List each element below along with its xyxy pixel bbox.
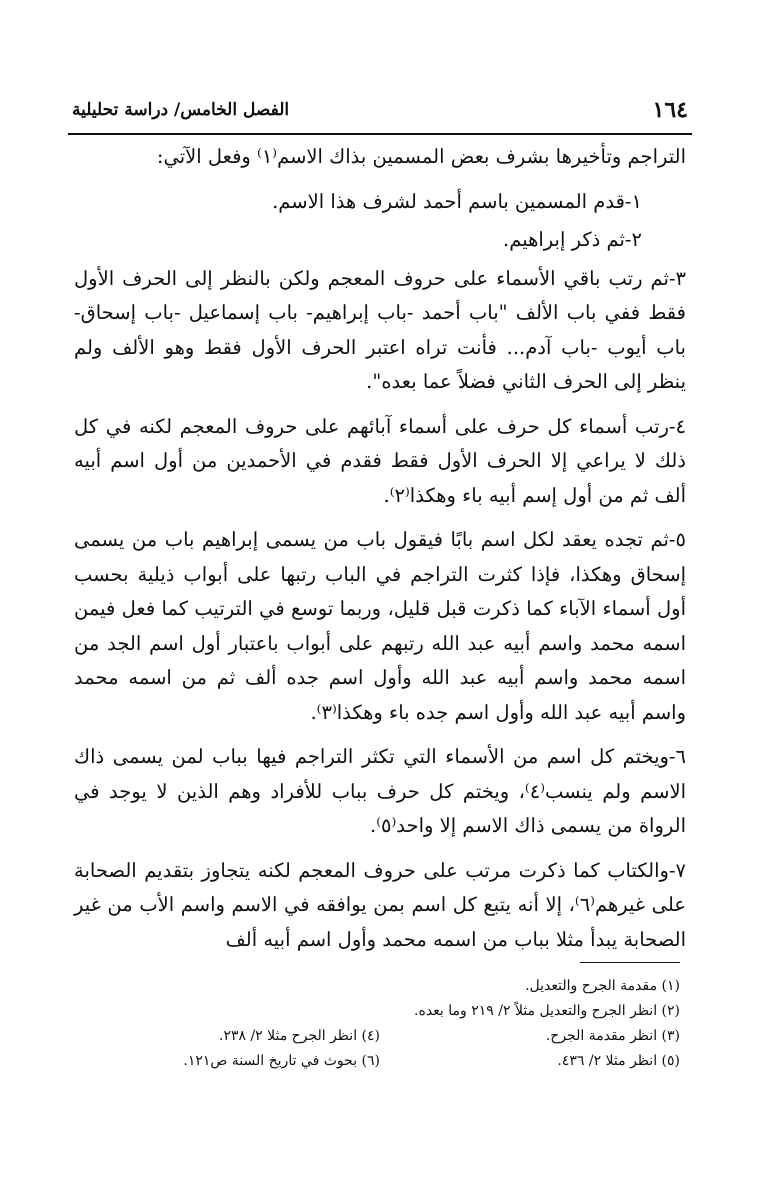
footnote-row	[74, 999, 680, 1024]
list-item-6: ٦-ويختم كل اسم من الأسماء التي تكثر التراجم فيها بباب لمن يسمى ذاك الاسم ولم ينسب⁽٤⁾، ويختم كل حرف بباب للأفراد وهم الذين لا يوجد في الرواة من يسمى ذاك الاسم إلا واحد⁽٥⁾.	[74, 745, 687, 837]
page-header	[72, 92, 688, 128]
footnote-2: (٢) انظر الجرح والتعديل مثلاً ٢/ ٢١٩ وما بعده.	[414, 1003, 680, 1019]
list-item-2: ٢-ثم ذكر إبراهيم.	[503, 228, 642, 251]
footnote-divider	[580, 962, 680, 963]
list-item-3: ٣-ثم رتب باقي الأسماء على حروف المعجم ولكن بالنظر إلى الحرف الأول فقط ففي باب الألف "باب أحمد -باب إبراهيم- باب إسماعيل -باب إسحاق- باب أيوب -باب آدم... فأنت تراه اعتبر الحرف الأول فقط وهو الألف ولم ينظر إلى الحرف الثاني فضلاً عما بعده".	[74, 266, 686, 393]
running-title: الفصل الخامس/ دراسة تحليلية	[72, 100, 290, 120]
body-text	[74, 140, 686, 967]
footnote-row	[74, 1024, 680, 1049]
header-divider	[68, 133, 692, 135]
footnote-5: (٥) انظر مثلا ٢/ ٤٣٦.	[557, 1053, 680, 1069]
list-item-4: ٤-رتب أسماء كل حرف على أسماء آبائهم على حروف المعجم لكنه في كل ذلك لا يراعي إلا الحرف الأول فقط فقدم في الأحمدين من أول اسم أبيه ألف ثم من أول إسم أبيه باء وهكذا⁽٢⁾.	[74, 414, 686, 507]
footnote-4: (٤) انظر الجرح مثلا ٢/ ٢٣٨.	[218, 1028, 380, 1044]
page-number: ١٦٤	[652, 97, 688, 123]
list-item-5: ٥-ثم تجده يعقد لكل اسم بابًا فيقول باب من يسمى إبراهيم باب من يسمى إسحاق وهكذا، فإذا كثرت التراجم في الباب رتبها على أبواب ذيلية بحسب أول أسماء الآباء كما ذكرت قبل قليل، وربما توسع في الترتيب كما فعل فيمن اسمه محمد واسم أبيه عبد الله رتبهم على أبواب باعتبار أول اسم الجد من اسمه محمد واسم أبيه عبد الله وأول اسم جده ألف ثم من اسمه محمد واسم أبيه عبد الله وأول اسم جده باء وهكذا⁽٣⁾.	[74, 528, 686, 724]
footnote-row	[74, 974, 680, 999]
footnotes	[74, 974, 680, 1074]
footnote-3: (٣) انظر مقدمة الجرح.	[545, 1028, 680, 1044]
list-item-7: ٧-والكتاب كما ذكرت مرتب على حروف المعجم لكنه يتجاوز بتقديم الصحابة على غيرهم⁽٦⁾، إلا أنه يتبع كل اسم بمن يوافقه في الاسم واسم الأب من غير الصحابة يبدأ مثلا بباب من اسمه محمد وأول اسم أبيه ألف	[74, 858, 686, 951]
list-item-1: ١-قدم المسمين باسم أحمد لشرف هذا الاسم.	[272, 189, 642, 213]
footnote-row	[74, 1049, 680, 1074]
paragraph-intro: التراجم وتأخيرها بشرف بعض المسمين بذاك الاسم⁽١⁾ وفعل الآتي:	[156, 145, 686, 168]
footnote-6: (٦) بحوث في تاريخ السنة ص١٢١.	[183, 1053, 380, 1069]
footnote-1: (١) مقدمة الجرح والتعديل.	[525, 978, 680, 994]
